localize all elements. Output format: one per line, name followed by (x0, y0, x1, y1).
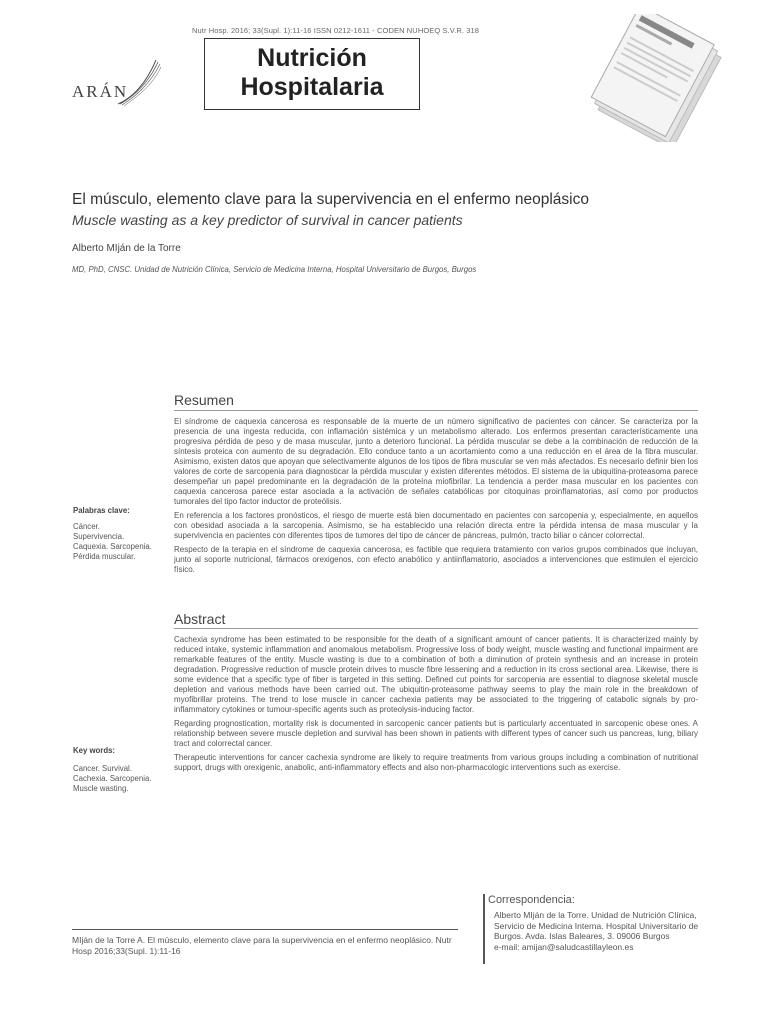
resumen-divider (174, 410, 698, 411)
correspondence-line: Servicio de Medicina Interna. Hospital Universitario de (494, 920, 699, 931)
resumen-paragraph: Respecto de la terapia en el síndrome de caquexia cancerosa, es factible que requiera tratamiento con varios grupos combinados que incluyan, junto al soporte nutricional, fármacos orexigenos, con efecto anabólico y antiinflamatorio, asociados a intervenciones que estimulen el ejercicio físico. (174, 545, 698, 574)
correspondence-title: Correspondencia: (488, 894, 575, 906)
palabras-clave-list: Cáncer. Supervivencia. Caquexia. Sarcopenia. Pérdida muscular. (73, 522, 152, 561)
correspondence-block (494, 910, 724, 952)
correspondence-email[interactable]: e-mail: amijan@saludcastillayleon.es (494, 941, 634, 952)
correspondence-line: Burgos. Avda. Islas Baleares, 3. 09006 Burgos (494, 931, 670, 941)
footer-divider (72, 929, 458, 930)
journal-title-line-2: Hospitalaria (240, 73, 384, 101)
key-words-list: Cancer. Survival. Cachexia. Sarcopenia. Muscle wasting. (73, 764, 152, 793)
author-affiliation: MD, PhD, CNSC. Unidad de Nutrición Clínica, Servicio de Medicina Interna, Hospital Universitario de Burgos, Burgos (72, 265, 477, 274)
resumen-heading: Resumen (174, 392, 234, 408)
correspondence-line: Alberto MIján de la Torre. Unidad de Nutrición Clínica, (494, 910, 697, 920)
resumen-paragraph: En referencia a los factores pronósticos, el riesgo de muerte está bien documentado en pacientes con sarcopenia y, especialmente, en aquellos con obesidad asociada a la sarcopenia. Asimismo, se ha establecido una relación directa entre la pérdida intensa de masa muscular y la supervivencia en pacientes con diferentes tipos de tumores del tipo de cáncer de páncreas, pulmón, tracto biliar o cáncer colorrectal. (174, 511, 698, 540)
article-title-es: El músculo, elemento clave para la supervivencia en el enfermo neoplásico (72, 191, 589, 208)
key-words-label: Key words: (73, 746, 116, 755)
abstract-paragraph: Cachexia syndrome has been estimated to be responsible for the death of a significant amount of cancer patients. It is characterized mainly by reduced intake, systemic inflammation and anomalous metabolism. Progressive loss of body weight, muscle wasting and functional impairment are remarkable features of the entity. Muscle wasting is due to a combination of both a diminution of protein synthesis and an increase in protein degradation. Progressive reduction of muscle protein drives to muscle fibre lessening and a reduction in its cross sectional area. Likewise, there is some evidence that a specific type of fiber is targeted in this setting. Defined cut points for sarcopenia are essential to diagnose skeletal muscle depletion and various methods have been carried out. The ubiquitin-proteasome pathway seems to play the main role in the breakdown of myofibrillar proteins. The trend to lose muscle in cancer cachexia patients may be associated to the triggering of catabolic signals by pro-inflammatory cytokines or tumour-specific agents such as proteolysis-inducing factor. (174, 635, 698, 714)
journal-cover-image (585, 14, 745, 142)
correspondence-bar (483, 894, 485, 964)
abstract-divider (174, 628, 698, 629)
abstract-paragraph: Regarding prognostication, mortality risk is documented in sarcopenic cancer patients but is particularly accentuated in sarcopenic obese ones. A relationship between severe muscle depletion and survival has been shown in patients with different types of cancer such us pancreas, lung, biliary tract and colorrectal cancer. (174, 719, 698, 748)
palabras-clave-label: Palabras clave: (73, 506, 130, 515)
resumen-paragraph: El síndrome de caquexia cancerosa es responsable de la muerte de un número significativo de pacientes con cáncer. Se caracteriza por la presencia de una ingesta reducida, con inflamación sistémica y un metabolismo alterado. Los enfermos presentan característicamente una progresiva pérdida de peso y de masa muscular, junto a deterioro funcional. La pérdida muscular se debe a la combinación de reducción de la síntesis proteica con aumento de su degradación. Ello conduce tanto a un acortamiento como a una reducción en el área de la fibra muscular. Asimismo, existen datos que apoyan que selectivamente algunos de los tipos de fibra muscular se ven más afectados. Es necesario definir bien los valores de corte de sarcopenia para diagnosticar la pérdida muscular y existen diferentes métodos. El sistema de la ubiquitina-proteasoma parece desempeñar un papel predominante en la degradación de la proteína miofibrilar. La tendencia a perder masa muscular en los pacientes con caquexia cancerosa parece estar asociada a la activación de señales catabólicas por citoquinas proinflamatorias, así como por productos tumorales del tipo factor inductor de proteólisis. (174, 417, 698, 506)
publisher-logo (70, 58, 162, 110)
publisher-logo-text: ARÁN (72, 82, 129, 101)
journal-title-line-1: Nutrición (257, 44, 367, 72)
abstract-paragraph: Therapeutic interventions for cancer cachexia syndrome are likely to require treatments from various groups including a combination of nutritional support, drugs with orexigenic, anabolic, anti-inflammatory effects and also non-pharmacologic interventions such as exercise. (174, 753, 698, 772)
journal-meta: Nutr Hosp. 2016; 33(Supl. 1):11-16 ISSN 0212-1611 - CODEN NUHOEQ S.V.R. 318 (192, 26, 480, 35)
journal-title-box (204, 38, 420, 110)
abstract-body (174, 635, 698, 777)
article-title-en: Muscle wasting as a key predictor of survival in cancer patients (72, 212, 463, 228)
resumen-body (174, 417, 698, 579)
article-author: Alberto MIján de la Torre (72, 243, 181, 254)
abstract-heading: Abstract (174, 611, 226, 627)
citation-text: MIján de la Torre A. El músculo, elemento clave para la supervivencia en el enfermo neoplásico. Nutr Hosp 2016;33(Supl. 1):11-16 (72, 935, 452, 956)
